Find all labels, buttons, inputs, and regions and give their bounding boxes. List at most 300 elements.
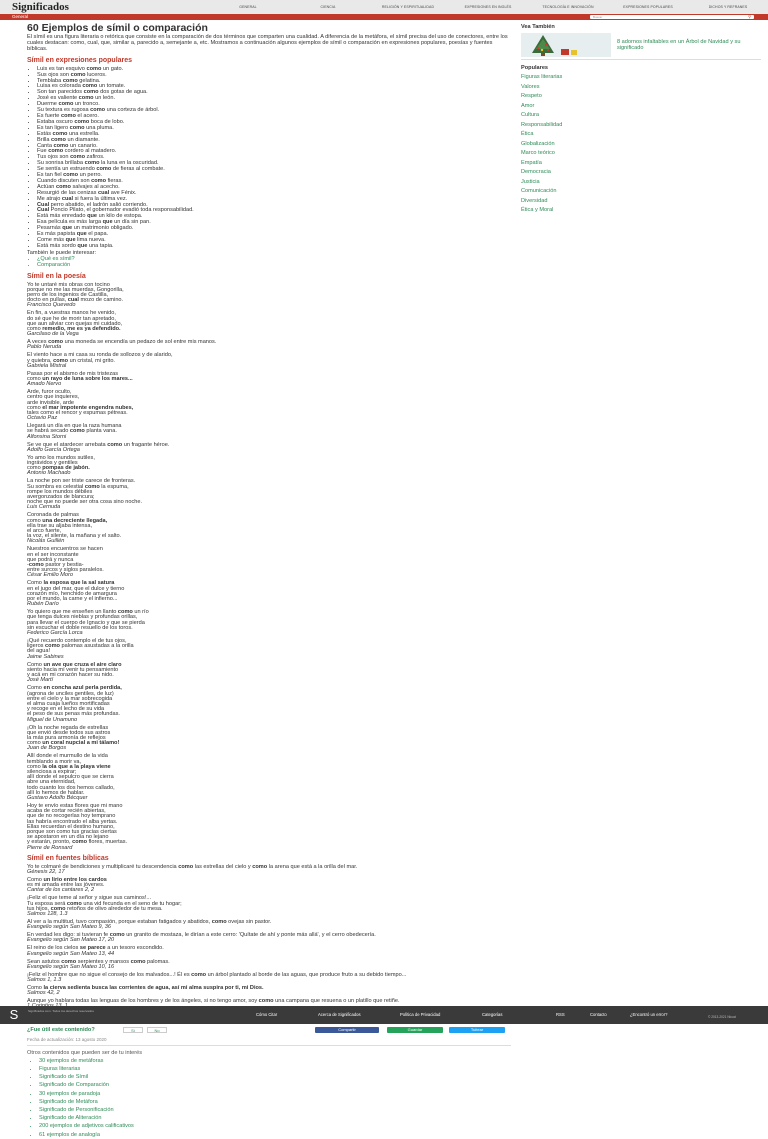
text-fragment: El viento hace a mi casa su ronda de sollozos y de alarido, — [27, 352, 173, 359]
text-fragment: la arena que está a la orilla del mar. — [267, 863, 358, 870]
text-fragment: que aun aliviar con quejas mi cuidado, — [27, 320, 123, 327]
share-twitter-button[interactable]: Tuitear — [449, 1027, 505, 1033]
sidebar-popular-link[interactable]: Marco teórico — [521, 150, 555, 156]
nav-item[interactable]: EXPRESIONES EN INGLÉS — [464, 5, 512, 9]
poem-example — [27, 424, 511, 440]
connector-word: como — [53, 357, 69, 364]
text-fragment: La noche pon ser triste carece de fronteras. — [27, 478, 136, 485]
text-fragment: una vid fecunda en el seno de tu hogar; — [81, 900, 182, 907]
connector-word: como — [91, 177, 107, 184]
source-author: Garcilaso de la Vega — [27, 331, 79, 338]
text-fragment: ¡Feliz el hombre que no sigue el consejo de los malvados...! Él es — [27, 971, 192, 978]
also-link[interactable]: • Comparación — [37, 263, 511, 269]
text-fragment: como — [27, 763, 41, 770]
text-fragment: Hoy te envío estas flores que mi mano — [27, 802, 123, 809]
source-author: Miguel de Unamuno — [27, 716, 78, 723]
related-link[interactable]: • Significado de Aliteración — [39, 1114, 511, 1122]
text-fragment: Tu esposa será — [27, 900, 67, 907]
popular-examples-list — [27, 67, 511, 250]
text-fragment: Está más sordo — [37, 242, 78, 249]
related-link[interactable]: • 61 ejemplos de analogía — [39, 1131, 511, 1139]
source-author: Adolfo García Ortega — [27, 446, 80, 453]
source-author: Evangelio según San Mateo 9, 36 — [27, 924, 111, 931]
related-link[interactable]: • Significado de Comparación — [39, 1081, 511, 1089]
poem-example — [27, 443, 511, 453]
text-fragment: Esa película es más larga — [37, 219, 103, 226]
text-fragment: porque son como tus gracias ciertas — [27, 828, 117, 835]
text-fragment: Yo quiero que me enseñen un llanto — [27, 609, 118, 616]
connector-word: como — [51, 136, 66, 143]
text-fragment: Su textura es rugosa — [37, 107, 91, 114]
text-fragment: allí donde el sepulcro que se cierra — [27, 774, 114, 781]
sidebar-popular-link[interactable]: Globalización — [521, 140, 555, 147]
poem-example — [27, 639, 511, 660]
text-fragment: Canta — [37, 142, 54, 149]
connector-word: como — [52, 130, 68, 137]
text-fragment: un matrimonio obligado. — [72, 225, 134, 232]
text-fragment: un león. — [93, 95, 116, 102]
text-fragment: un tronco. — [73, 101, 100, 108]
sidebar-popular-link[interactable]: Empatía — [521, 159, 542, 166]
sidebar-popular-list — [521, 73, 761, 216]
source-author: Génesis 22, 17 — [27, 868, 65, 875]
text-fragment: Pesarnás — [37, 225, 63, 232]
text-fragment: Brilla — [37, 136, 51, 143]
text-fragment: de fieras al combate. — [111, 166, 165, 173]
text-fragment: un río — [132, 609, 149, 616]
sidebar-popular-link[interactable]: Valores — [521, 83, 540, 90]
text-fragment: un granito de mostaza, le dirían a este cerro: 'Quítate de ahí y ponte más allá', y el cerro obedecería. — [124, 932, 376, 939]
text-fragment: la espuma, — [99, 483, 129, 490]
bible-example — [27, 946, 511, 956]
text-fragment: Yo te colmaré de bendiciones y multiplicaré tu descendencia — [27, 863, 179, 870]
footer-link[interactable]: Acerca de Significados — [318, 1012, 361, 1017]
text-fragment: un kilo de estopa. — [97, 213, 143, 220]
footer-link[interactable]: RSS — [556, 1012, 565, 1017]
text-fragment: Ellas recuerdan el destino humano, — [27, 823, 115, 830]
text-fragment: siento hacia mí venir tu pensamiento — [27, 666, 119, 673]
text-fragment: en el jugo del mar, que el dulce y tierno — [27, 585, 125, 592]
related-link[interactable]: • 200 ejemplos de adjetivos calificativos — [39, 1122, 511, 1130]
text-fragment: ¡Feliz el que teme al señor y sigue sus caminos!... — [27, 895, 152, 902]
text-fragment: Arde, furor oculto, — [27, 389, 72, 396]
source-author: Federico García Lorca — [27, 630, 83, 637]
section-heading-popular: Símil en expresiones populares — [27, 56, 133, 64]
text-fragment: ligeros — [27, 643, 46, 650]
text-fragment: Al ver a la multitud, tuvo compasión, porque estaban fatigados y abatidos, — [27, 919, 212, 925]
connector-word: cual — [61, 195, 74, 202]
text-fragment: zafiros. — [84, 154, 105, 161]
connector-word: un ave que cruza el aire claro — [41, 661, 122, 668]
bible-example — [27, 865, 511, 875]
text-fragment: una campana que resuena o un platillo que retiñe. — [273, 998, 400, 1005]
text-fragment: ella trae su aljaba intensa, — [27, 522, 92, 529]
text-fragment: arde invisible, arde — [27, 399, 74, 406]
text-fragment: como — [27, 404, 41, 411]
text-fragment: Como — [27, 876, 42, 883]
search-placeholder: Buscar — [593, 15, 603, 19]
text-fragment: Me atrajo — [37, 195, 62, 202]
poem-example — [27, 479, 511, 510]
sidebar-popular-link[interactable]: Ética y Moral — [521, 207, 554, 213]
text-fragment: como — [27, 325, 41, 332]
text-fragment: que tenga dulces nieblas y profundas orillas, — [27, 614, 138, 621]
text-fragment: planta vana. — [84, 428, 117, 435]
connector-word: Cual — [37, 207, 50, 214]
text-fragment: un gato. — [101, 65, 124, 72]
poem-example — [27, 456, 511, 477]
nav-item[interactable]: EXPRESIONES POPULARES — [623, 5, 673, 9]
bible-example — [27, 960, 511, 970]
connector-word: como — [48, 339, 64, 346]
main-nav — [208, 0, 768, 14]
text-fragment: las habría encontrado el alba yertas. — [27, 818, 118, 825]
footer-link[interactable]: ¿Encontró un error? — [630, 1012, 668, 1017]
connector-word: un lirio entre los cardos — [41, 876, 107, 883]
text-fragment: ingrávidos y gentiles — [27, 460, 78, 466]
text-fragment: Llegará un día en que la raza humana — [27, 423, 122, 430]
text-fragment: una estrella. — [67, 130, 100, 137]
text-fragment: Se sentía un estruendo — [37, 166, 97, 173]
footer-link[interactable]: Categorías — [482, 1012, 503, 1017]
related-link[interactable]: • 30 ejemplos de paradoja — [39, 1090, 511, 1098]
text-fragment: Luis es tan esquivo — [37, 65, 87, 72]
text-fragment: Tus ojos son — [37, 154, 71, 161]
source-author: Alfonsina Storni — [27, 433, 67, 440]
footer-link[interactable]: Política de Privacidad — [400, 1012, 441, 1017]
connector-word: como — [191, 971, 207, 978]
search-input[interactable] — [590, 15, 754, 19]
connector-word: como — [83, 89, 99, 96]
sidebar-popular-link[interactable]: Democracia — [521, 169, 551, 175]
text-fragment: Se ve que el atardecer arrebata — [27, 441, 108, 448]
related-link[interactable]: • Figuras literarias — [39, 1065, 511, 1073]
source-author: Rubén Darío — [27, 601, 59, 608]
poem-example — [27, 390, 511, 421]
text-fragment: una moneda se encendía un pedazo de sol entre mis manos. — [63, 339, 217, 346]
sidebar-popular-link[interactable]: Ética — [521, 131, 534, 137]
connector-word: como — [82, 83, 98, 90]
christmas-tree-thumbnail[interactable] — [521, 33, 611, 57]
text-fragment: Yo te untaré mis obras con tocino — [27, 281, 110, 288]
sidebar-popular-link[interactable]: Diversidad — [521, 197, 548, 204]
text-fragment: Como — [27, 985, 42, 992]
sidebar-popular-link[interactable]: Figuras literarias — [521, 74, 563, 80]
also-label: También le puede interesar: — [27, 249, 97, 256]
site-logo[interactable]: Significados — [12, 1, 69, 13]
also-links — [27, 257, 511, 269]
text-fragment: como — [27, 740, 41, 747]
text-fragment: retoños de olivo alrededor de tu mesa. — [65, 905, 163, 912]
text-fragment: Duerme — [37, 101, 59, 108]
text-fragment: una corteza de árbol. — [105, 107, 160, 114]
poem-example — [27, 726, 511, 752]
section-heading-poetry: Símil en la poesía — [27, 272, 86, 280]
related-link[interactable]: • Significado de Símil — [39, 1073, 511, 1081]
text-fragment: que podrá y nunca — [27, 556, 74, 563]
text-fragment: acaba de cortar recién abiertas, — [27, 808, 106, 815]
footer-link[interactable]: Contacto — [590, 1012, 607, 1017]
poetry-examples — [27, 283, 511, 851]
sidebar-card-title[interactable]: 8 adornos infaltables en un Árbol de Navidad y su significado — [617, 39, 741, 51]
text-fragment: fieras. — [106, 177, 123, 184]
connector-word: como — [258, 998, 274, 1005]
sidebar-popular-link[interactable]: Amor — [521, 102, 535, 109]
text-fragment: el papa. — [86, 231, 109, 238]
text-fragment: Estaba oscuro — [37, 118, 75, 125]
article — [27, 22, 511, 1139]
nav-item[interactable]: DICHOS Y REFRANES — [708, 5, 748, 9]
text-fragment: un diamante. — [65, 136, 100, 143]
text-fragment: salvajes al acecho. — [70, 183, 120, 190]
bible-example — [27, 896, 511, 917]
poem-example — [27, 547, 511, 578]
text-fragment: Como — [27, 685, 42, 692]
nav-item[interactable]: RELIGIÓN Y ESPIRITUALIDAD — [381, 5, 435, 9]
connector-word: como — [74, 118, 90, 125]
source-author: Salmos 42, 2 — [27, 990, 60, 997]
footer-link[interactable]: Cómo Citar — [256, 1012, 278, 1017]
text-fragment: mozo de camino. — [78, 297, 124, 304]
connector-word: como — [72, 839, 88, 846]
connector-word: en concha azul perla perdida, — [41, 685, 122, 692]
section-tag[interactable]: General — [12, 14, 29, 19]
text-fragment: lima nueva. — [75, 237, 106, 243]
text-fragment: palomas. — [145, 958, 170, 965]
text-fragment: Está más enredado — [37, 213, 88, 220]
text-fragment: entre surcos y siglos paralelos. — [27, 567, 104, 574]
text-fragment: Yo amo los mundos sutiles, — [27, 454, 95, 461]
text-fragment: Es tan ligero — [37, 124, 70, 131]
text-fragment: avergonzados de blancura; — [27, 494, 95, 501]
text-fragment: a un tesoro escondido. — [105, 945, 164, 952]
text-fragment: Resurgió de las cenizas — [37, 189, 98, 196]
sidebar-popular-link[interactable]: Responsabilidad — [521, 121, 563, 128]
text-fragment: perro de los ingenios de Castilla, — [27, 291, 109, 298]
related-link[interactable]: • Significado de Personificación — [39, 1106, 511, 1114]
bible-example — [27, 878, 511, 894]
connector-word: remedio, me es ya defendido. — [40, 325, 121, 332]
connector-word: como — [69, 428, 85, 435]
text-fragment: Es más papista — [37, 231, 77, 238]
connector-word: como — [28, 562, 44, 569]
connector-word: que — [87, 213, 98, 220]
site-header — [0, 0, 768, 15]
connector-word: un rayo de luna sobre los mares... — [40, 375, 133, 382]
source-author: Evangelio según San Mateo 10, 16 — [27, 963, 115, 970]
page-title: 60 Ejemplos de símil o comparación — [27, 22, 208, 34]
intro-paragraph: El símil es una figura literaria o retórica que consiste en la comparación de dos términos que comparten una cualidad. A diferencia de la metáfora, el símil precisa del uso de conectores, entre los cuales destacan: como, cual, que, similar a, parecido a, semejante a, etc. Mostramos a continuación algunos ejemplos de símil o comparación en expresiones populares, poesías y fuentes bíblicas. — [27, 34, 508, 52]
connector-word: que — [76, 231, 87, 238]
vote-yes-button[interactable]: Sí — [123, 1027, 143, 1033]
text-fragment: palomas asustadas a la orilla — [59, 643, 134, 650]
connector-word: cual — [67, 297, 79, 304]
text-fragment: la voz, el silente, la mañana y el salto. — [27, 533, 122, 540]
poem-example — [27, 311, 511, 337]
text-fragment: (agrona de unciles gentiles, de luz) — [27, 690, 114, 697]
nav-item[interactable]: CIENCIA — [320, 5, 336, 9]
text-fragment: pastor y bestia- — [43, 562, 84, 569]
text-fragment: como — [27, 465, 41, 472]
source-author: Evangelio según San Mateo 13, 44 — [27, 950, 115, 957]
connector-word: como — [107, 441, 123, 448]
text-fragment: un árbol plantado al borde de las aguas, que produce fruto a su debido tiempo... — [206, 971, 407, 978]
sidebar-popular-title: Populares — [521, 65, 549, 71]
connector-word: como — [84, 483, 100, 490]
text-fragment: es mi amada entre las jóvenes. — [27, 882, 105, 889]
source-author: Cantar de los cantares 2, 2 — [27, 887, 95, 894]
sidebar-popular-link[interactable]: Comunicación — [521, 188, 557, 194]
connector-word: como — [86, 65, 102, 72]
text-fragment: una pluma. — [84, 124, 114, 131]
text-fragment: do sé que he de morir tan apretado, — [27, 315, 116, 322]
sidebar-popular-link[interactable]: Cultura — [521, 112, 540, 118]
poem-example — [27, 754, 511, 801]
footer-subtitle: Significados.com. Todos los derechos reservados — [28, 1009, 94, 1013]
connector-word: una decreciente llegada, — [40, 517, 108, 524]
text-fragment: se apostaron en un día no lejano — [27, 834, 109, 841]
connector-word: la esposa que la sal satura — [41, 580, 115, 587]
text-fragment: un fragante héroe. — [122, 441, 170, 448]
text-fragment: el arco fuerte, — [27, 528, 62, 535]
poem-example — [27, 353, 511, 369]
sidebar-popular-link[interactable]: Justicia — [521, 178, 540, 185]
bible-examples — [27, 865, 511, 1010]
text-fragment: gelatina. — [77, 77, 101, 84]
sidebar-featured-card[interactable] — [521, 31, 761, 60]
text-fragment: perro abatido, el ladrón salió corriendo. — [49, 201, 148, 208]
text-fragment: tales como el rencor y espumas pétreas. — [27, 409, 128, 416]
share-whatsapp-button[interactable]: Guardar — [387, 1027, 443, 1033]
text-fragment: Son tan parecidos — [37, 89, 84, 96]
connector-word: Cual — [37, 201, 50, 208]
text-fragment: un perro. — [78, 172, 102, 179]
source-author: Salmos 1, 1.3 — [27, 977, 62, 984]
text-fragment: centro que inquieres, — [27, 394, 80, 401]
bible-example — [27, 986, 511, 996]
text-fragment: y estarán, pronto, — [27, 839, 73, 846]
connector-word: como — [211, 919, 227, 925]
text-fragment: la luna en la oscuridad. — [99, 160, 159, 167]
text-fragment: tus hijos, — [27, 905, 51, 912]
source-author: Francisco Quevedo — [27, 302, 76, 309]
related-link[interactable]: • 30 ejemplos de metáforas — [39, 1057, 511, 1065]
connector-word: como — [109, 932, 125, 939]
text-fragment: dos gotas de agua. — [98, 89, 148, 96]
section-heading-bible: Símil en fuentes bíblicas — [27, 854, 109, 862]
connector-word: la cierva sedienta busca las corrientes de agua, así mi alma suspira por ti, mi Dios. — [41, 985, 264, 992]
source-author: Gustavo Adolfo Bécquer — [27, 794, 88, 801]
connector-word: como — [53, 142, 69, 149]
text-fragment: el alma cuaja lueños mortificadas — [27, 700, 110, 707]
poem-example — [27, 686, 511, 722]
text-fragment: Come más — [37, 237, 66, 243]
text-fragment: ¡Oh la noche regada de estrellas — [27, 724, 109, 731]
text-fragment: Luisa es colorada — [37, 83, 83, 90]
text-fragment: una tapia. — [87, 242, 114, 249]
text-fragment: ave Fénix. — [109, 189, 137, 196]
connector-word: como — [45, 643, 60, 650]
connector-word: como — [252, 863, 268, 870]
connector-word: como — [66, 900, 82, 907]
text-fragment: porque no me las muerdas, Gongorilla, — [27, 286, 124, 293]
share-facebook-button[interactable]: Compartir — [315, 1027, 379, 1033]
connector-word: como — [78, 95, 94, 102]
text-fragment: Es fuerte — [37, 112, 61, 119]
nav-item[interactable]: TECNOLOGÍA E INNOVACIÓN — [542, 5, 594, 9]
text-fragment: - — [27, 562, 29, 569]
connector-word: que — [77, 242, 88, 249]
feedback-share-row — [27, 1026, 511, 1034]
text-fragment: y acá en mi corazón hacer su nido. — [27, 672, 114, 679]
connector-word: como — [55, 183, 71, 190]
poem-example — [27, 283, 511, 309]
connector-word: que — [102, 219, 113, 226]
text-fragment: A veces — [27, 339, 49, 346]
text-fragment: un canario. — [68, 142, 98, 149]
text-fragment: si fuera la última vez. — [73, 195, 128, 202]
text-fragment: el acero. — [75, 112, 99, 119]
connector-word: como — [178, 863, 194, 870]
source-author: Salmos 128, 1.3 — [27, 911, 68, 917]
search-icon[interactable]: ⚲ — [748, 14, 751, 19]
text-fragment: Estás — [37, 130, 53, 137]
christmas-tree-icon — [521, 33, 611, 57]
nav-item[interactable]: GENERAL — [239, 5, 257, 9]
text-fragment: un tomate. — [97, 83, 126, 90]
text-fragment: que de no recogerlas hoy temprano — [27, 813, 116, 820]
footer-logo[interactable]: S — [9, 1007, 19, 1022]
text-fragment: En fin, a vuestras manos he venido, — [27, 310, 116, 317]
sidebar-popular-link[interactable]: Respeto — [521, 93, 542, 99]
source-author: José Martí — [27, 677, 54, 684]
footer-copyright: © 2013-2021 Nicuci — [708, 1015, 737, 1019]
source-author: Pablo Neruda — [27, 344, 62, 351]
text-fragment: Allí donde el murmullo de la vida — [27, 753, 108, 760]
text-fragment: y recoge en el lecho de su vida — [27, 706, 105, 713]
popular-example-item — [37, 244, 511, 250]
text-fragment: ¡Qué recuerdo contemplo el de tus ojos, — [27, 638, 127, 645]
also-link[interactable]: • ¿Qué es símil? — [37, 257, 511, 263]
source-author: Luis Cernuda — [27, 504, 61, 511]
text-fragment: Sus ojos son — [37, 71, 71, 78]
connector-word: pompas de jabón. — [40, 465, 90, 472]
source-author: Antonio Machado — [27, 470, 71, 477]
related-link[interactable]: • Significado de Metáfora — [39, 1098, 511, 1106]
connector-word: como — [70, 71, 86, 78]
bible-example — [27, 973, 511, 983]
text-fragment: se habrá secado — [27, 428, 70, 435]
text-fragment: el peso de sus penas más profundas. — [27, 711, 120, 718]
connector-word: un coral nupcial a mi tálamo! — [40, 740, 120, 747]
text-fragment: un día sin pan. — [112, 219, 151, 226]
feedback-question: ¿Fue útil este contenido? — [27, 1026, 95, 1033]
connector-word: como — [117, 609, 133, 616]
poem-example — [27, 581, 511, 607]
text-fragment: boca de lobo. — [89, 118, 125, 125]
poem-example — [27, 372, 511, 388]
text-fragment: Temblaba — [37, 77, 63, 84]
poem-example — [27, 513, 511, 544]
site-footer — [0, 1006, 768, 1024]
text-fragment: corazón mío, henchido de amargura — [27, 590, 117, 597]
connector-word: que — [62, 225, 73, 232]
text-fragment: abre una eternidad, — [27, 779, 76, 786]
bible-example — [27, 920, 511, 930]
text-fragment: temblando a morir va, — [27, 758, 82, 765]
vote-no-button[interactable]: No — [147, 1027, 167, 1033]
text-fragment: como — [27, 375, 41, 382]
